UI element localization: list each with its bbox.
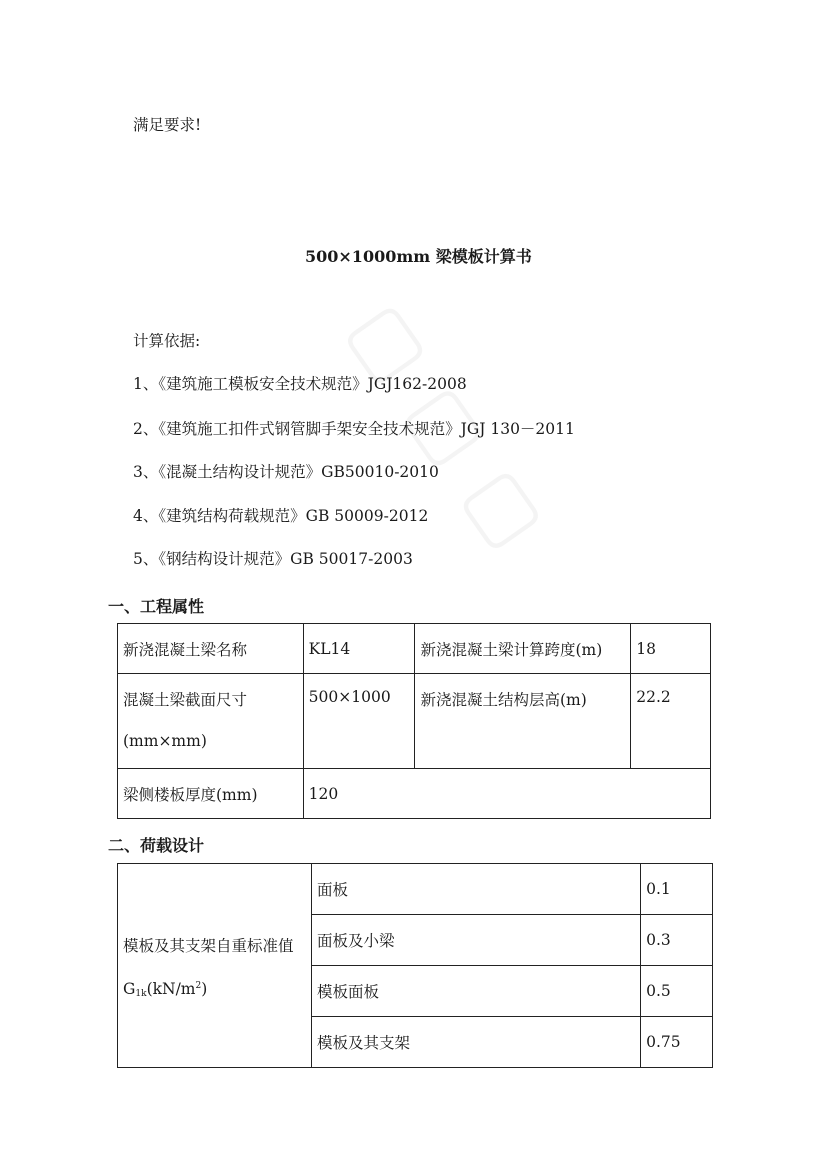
superscript: 2 [195, 980, 202, 991]
basis-item: 5、《钢结构设计规范》GB 50017-2003 [133, 550, 413, 568]
cell-line: 混凝土梁截面尺寸 [123, 691, 248, 709]
table-cell: 面板及小梁 [311, 915, 640, 966]
load-design-table [117, 863, 713, 1068]
conclusion-text: 满足要求! [133, 116, 202, 134]
table-row [118, 624, 711, 674]
table-cell: 120 [303, 769, 710, 819]
table-row [118, 674, 711, 769]
table-cell: 22.2 [631, 674, 711, 769]
table-cell: 模板及其支架 [311, 1017, 640, 1068]
table-cell: 新浇混凝土梁名称 [118, 624, 304, 674]
subscript: 1k [135, 988, 147, 999]
symbol-g: G [123, 979, 136, 998]
basis-item: 2、《建筑施工扣件式钢管脚手架安全技术规范》JGJ 130－2011 [133, 420, 575, 438]
cell-line [123, 980, 311, 998]
table-cell [118, 864, 312, 1068]
cell-line: (mm×mm) [123, 732, 207, 750]
table-cell: 新浇混凝土结构层高(m) [415, 674, 631, 769]
table-cell: 新浇混凝土梁计算跨度(m) [415, 624, 631, 674]
basis-item: 3、《混凝土结构设计规范》GB50010-2010 [133, 463, 439, 481]
basis-item: 4、《建筑结构荷载规范》GB 50009-2012 [133, 507, 429, 525]
table-cell: 0.5 [641, 966, 713, 1017]
table-cell: 梁侧楼板厚度(mm) [118, 769, 304, 819]
table-row [118, 769, 711, 819]
cell-line: 模板及其支架自重标准值 [123, 936, 294, 955]
table-cell: 0.3 [641, 915, 713, 966]
table-cell: 0.75 [641, 1017, 713, 1068]
table-row [118, 864, 713, 915]
table-cell: 面板 [311, 864, 640, 915]
table-cell: 模板面板 [311, 966, 640, 1017]
basis-heading: 计算依据: [133, 332, 201, 350]
unit-close: ) [201, 979, 208, 998]
basis-item: 1、《建筑施工模板安全技术规范》JGJ162-2008 [133, 375, 467, 393]
section-heading-project-properties: 一、工程属性 [108, 597, 205, 616]
unit: (kN/m [146, 979, 196, 998]
table-cell: 500×1000 [303, 674, 415, 769]
table-cell [118, 674, 304, 769]
table-cell: 18 [631, 624, 711, 674]
project-properties-table [117, 623, 711, 819]
table-cell: 0.1 [641, 864, 713, 915]
page-title: 500×1000mm 梁模板计算书 [305, 247, 532, 266]
section-heading-load-design: 二、荷载设计 [108, 836, 205, 855]
table-cell: KL14 [303, 624, 415, 674]
